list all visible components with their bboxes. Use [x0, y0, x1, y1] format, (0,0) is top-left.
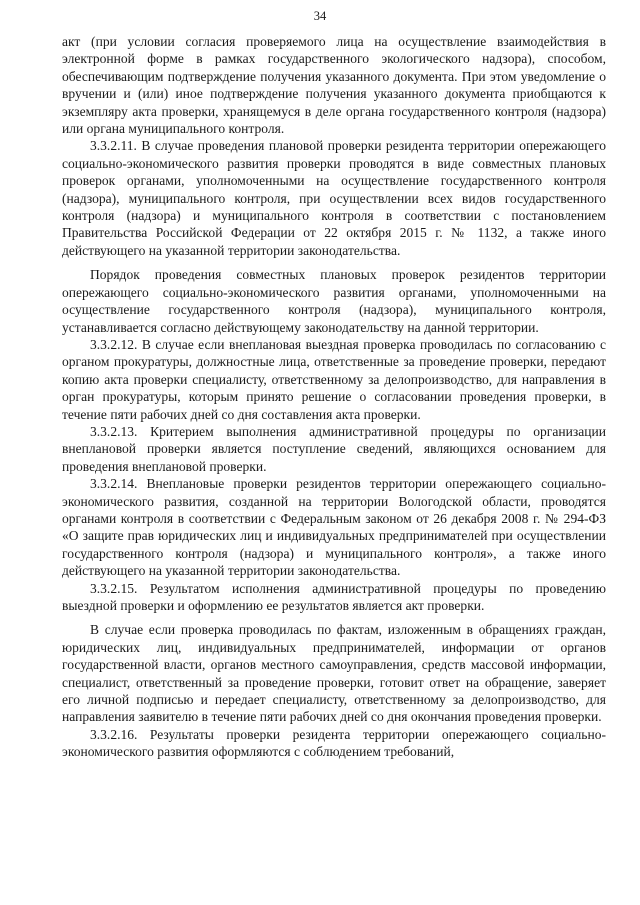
page-number: 34 — [313, 9, 327, 23]
paragraph-3-3-2-13: 3.3.2.13. Критерием выполнения административной процедуры по организации внеплановой проверки является поступление сведений, являющихся основанием для проведения внеплановой проверки. — [62, 423, 606, 474]
paragraph-3-3-2-12: 3.3.2.12. В случае если внеплановая выездная проверка проводилась по согласованию с органом прокуратуры, должностные лица, ответственные за проведение проверки, передают копию акта проверки специалисту, ответственному за делопроизводство, для направления в орган прокуратуры, которым принято решение о согласовании проведения проверки, в течение пяти рабочих дней со дня составления акта проверки. — [62, 336, 606, 422]
document-body — [62, 33, 606, 761]
paragraph-continuation: акт (при условии согласия проверяемого лица на осуществление взаимодействия в электронной форме в рамках государственного экологического надзора), способом, обеспечивающим подтверждение получения указанного документа. При этом уведомление о вручении и (или) иное подтверждение получения указанного документа приобщаются к экземпляру акта проверки, хранящемуся в деле органа государственного контроля (надзора) или органа муниципального контроля. — [62, 34, 606, 137]
paragraph-joint-inspections-order: Порядок проведения совместных плановых проверок резидентов территории опережающего социально-экономического развития органами, уполномоченными на осуществление государственного контроля (надзора), муниципального контроля, устанавливается согласно действующему законодательству на данной территории. — [62, 267, 606, 335]
paragraph-3-3-2-16: 3.3.2.16. Результаты проверки резидента территории опережающего социально-экономического развития оформляются с соблюдением требований, — [62, 726, 606, 760]
paragraph-citizen-appeals: В случае если проверка проводилась по фактам, изложенным в обращениях граждан, юридических лиц, индивидуальных предпринимателей, информации от органов государственной власти, органов местного самоуправления, средств массовой информации, специалист, ответственный за проведение проверки, готовит ответ на обращение, заверяет его личной подписью и передает специалисту, ответственному за делопроизводство, для направления заявителю в течение пяти рабочих дней со дня окончания проведения проверки. — [62, 622, 606, 725]
paragraph-3-3-2-14: 3.3.2.14. Внеплановые проверки резидентов территории опережающего социально-экономического развития, созданной на территории Вологодской области, проводятся органами контроля в соответствии с Федеральным законом от 26 декабря 2008 г. № 294-ФЗ «О защите прав юридических лиц и индивидуальных предпринимателей при осуществлении государственного контроля (надзора) и муниципального контроля», а также иного действующего на указанной территории законодательства. — [62, 476, 606, 579]
paragraph-3-3-2-15: 3.3.2.15. Результатом исполнения административной процедуры по проведению выездной проверки и оформлению ее результатов является акт проверки. — [62, 580, 606, 613]
paragraph-3-3-2-11: 3.3.2.11. В случае проведения плановой проверки резидента территории опережающего социально-экономического развития проверки проводятся в виде совместных плановых проверок органами, уполномоченными на осуществление государственного контроля (надзора), муниципального контроля, при осуществлении всех видов государственного контроля (надзора) и муниципального контроля в соответствии с постановлением Правительства Российской Федерации от 22 октября 2015 г. № 1132, а также иного действующего на указанной территории законодательства. — [62, 138, 606, 258]
